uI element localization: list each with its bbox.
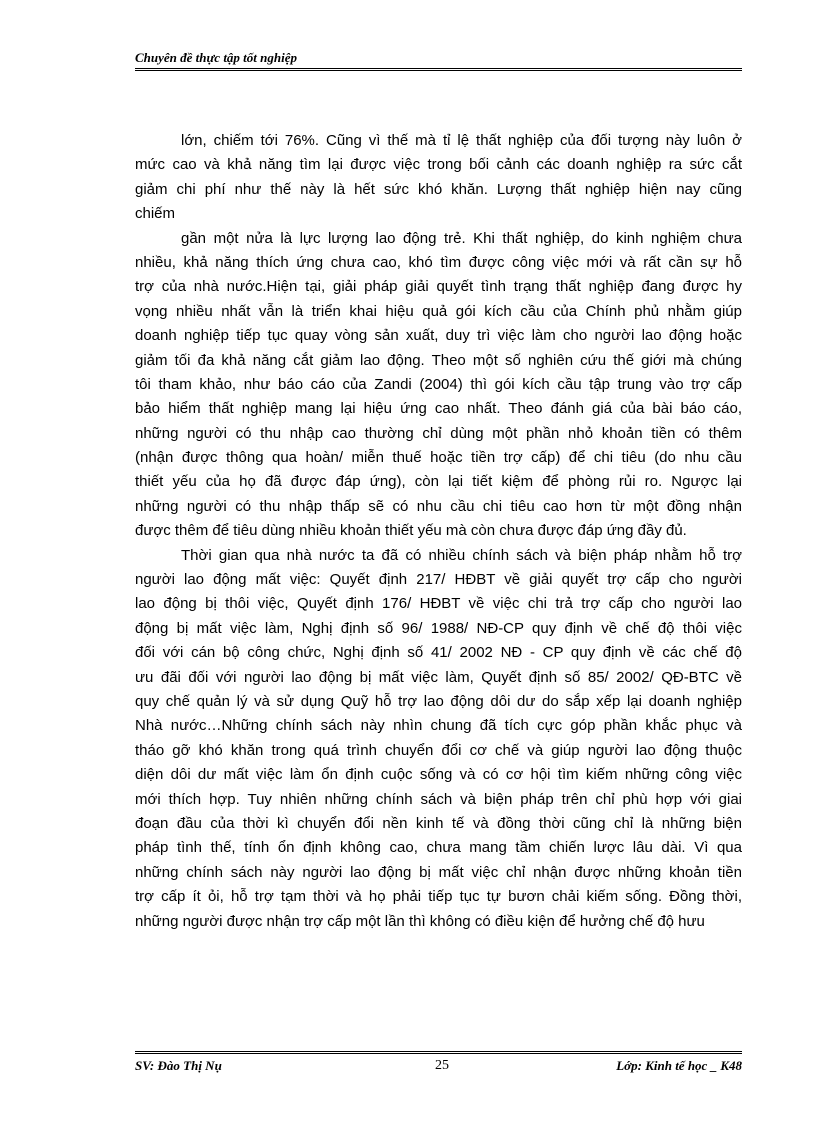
paragraph-line: lao động bị thôi việc, Quyết định 176/ HĐBT về việc chi trả trợ cấp cho người lao [135,595,742,613]
page-footer [135,1058,742,1078]
paragraph-line: Thời gian qua nhà nước ta đã có nhiều chính sách và biện pháp nhằm hỗ trợ [181,546,742,564]
paragraph-line: diện dôi dư mất việc làm ổn định cuộc sống và có cơ hội tìm kiếm những công việc [135,766,742,784]
page-header-title: Chuyên đề thực tập tốt nghiệp [135,50,297,65]
paragraph-line: những người có thu nhập thấp sẽ có nhu cầu chi tiêu cao hơn từ một đồng nhận [135,497,742,515]
paragraph-line: ưu đãi đối với người lao động bị mất việc làm, Quyết định số 85/ 2002/ QĐ-BTC về [135,668,742,686]
page-number: 25 [435,1058,449,1073]
paragraph-line: nhiều, khả năng thích ứng chưa cao, khó tìm được công việc mới và rất cần sự hỗ [135,253,742,271]
paragraph-line: thiết yếu của họ đã được đáp ứng), còn lại tiết kiệm để phòng rủi ro. Ngược lại [135,473,742,491]
paragraph-line: người lao động mất việc: Quyết định 217/ HĐBT về giải quyết trợ cấp cho người [135,571,742,589]
paragraph-line: gần một nửa là lực lượng lao động trẻ. Khi thất nghiệp, do kinh nghiệm chưa [181,229,742,247]
paragraph-line: những chính sách này người lao động bị mất việc chỉ nhận được những khoản tiền [135,863,742,881]
paragraph-line: tôi tham khảo, như báo cáo của Zandi (2004) thì gói kích cầu tập trung vào trợ cấp [135,375,742,393]
paragraph-line: chiếm [135,205,176,223]
paragraph-line: bảo hiểm thất nghiệp mang lại hiệu ứng cao nhất. Theo đánh giá của bài báo cáo, [135,400,742,418]
paragraph-line: trợ cấp ít ỏi, hỗ trợ tạm thời và họ phải tiếp tục tự bươn chải kiếm sống. Đồng thời, [135,888,742,906]
footer-rule [135,1051,742,1054]
paragraph-line: giảm chi phí như thế này là hết sức khó khăn. Lượng thất nghiệp hiện nay cũng [135,180,742,198]
footer-class-name: Lớp: Kinh tế học _ K48 [616,1058,742,1073]
paragraph-line: đối với cán bộ công chức, Nghị định số 41/ 2002 NĐ - CP quy định về các chế độ [135,644,742,662]
paragraph-line: mới thích hợp. Tuy nhiên những chính sách và biện pháp trên chỉ phù hợp với giai [135,790,742,808]
paragraph-line: giảm tối đa khả năng cắt giảm lao động. Theo một số nghiên cứu thế giới mà chúng [135,351,742,369]
paragraph-line: pháp tình thế, tính ổn định không cao, chưa mang tầm chiến lược lâu dài. Vì qua [135,839,742,857]
paragraph-line: (nhận được thông qua hoàn/ miễn thuế hoặc tiền trợ cấp) để chi tiêu (do nhu cầu [135,449,742,467]
footer-student-name: SV: Đào Thị Nụ [135,1058,222,1073]
paragraph-line: doanh nghiệp tiếp tục quay vòng sản xuất, duy trì việc làm cho người lao động hoặc [135,327,742,345]
paragraph-line: lớn, chiếm tới 76%. Cũng vì thế mà tỉ lệ thất nghiệp của đối tượng này luôn ở [181,132,742,149]
header-rule [135,68,742,71]
paragraph-line: trợ của nhà nước.Hiện tại, giải pháp giải quyết tình trạng thất nghiệp đang được hy [135,278,742,296]
paragraph-line: đoạn đầu của thời kì chuyển đổi nền kinh tế và đồng thời cũng chỉ là những biện [135,814,742,832]
paragraph-line: vọng nhiều nhất vẫn là triển khai hiệu quả gói kích cầu của Chính phủ nhằm giúp [135,302,742,320]
paragraph-line: những người có thu nhập cao thường chỉ dùng một phần nhỏ khoản tiền có thêm [135,424,742,442]
document-body [135,129,742,934]
paragraph-line: tháo gỡ khó khăn trong quá trình chuyển đổi cơ chế và giúp người lao động thuộc [135,741,742,759]
paragraph-line: được thêm để tiêu dùng nhiều khoản thiết yếu mà còn chưa được đáp ứng đầy đủ. [135,522,687,540]
paragraph-line: Nhà nước…Những chính sách này nhìn chung đã tích cực góp phần khắc phục và [135,717,742,735]
paragraph-line: quy chế quản lý và sử dụng Quỹ hỗ trợ lao động dôi dư do sắp xếp lại doanh nghiệp [135,692,742,710]
paragraph-line: động bị mất việc làm, Nghị định số 96/ 1988/ NĐ-CP quy định về chế độ thôi việc [135,619,742,637]
paragraph-line: mức cao và khả năng tìm lại được việc trong bối cảnh các doanh nghiệp ra sức cắt [135,156,742,174]
paragraph-line: những người được nhận trợ cấp một lần thì không có điều kiện để hưởng chế độ hưu [135,912,705,930]
